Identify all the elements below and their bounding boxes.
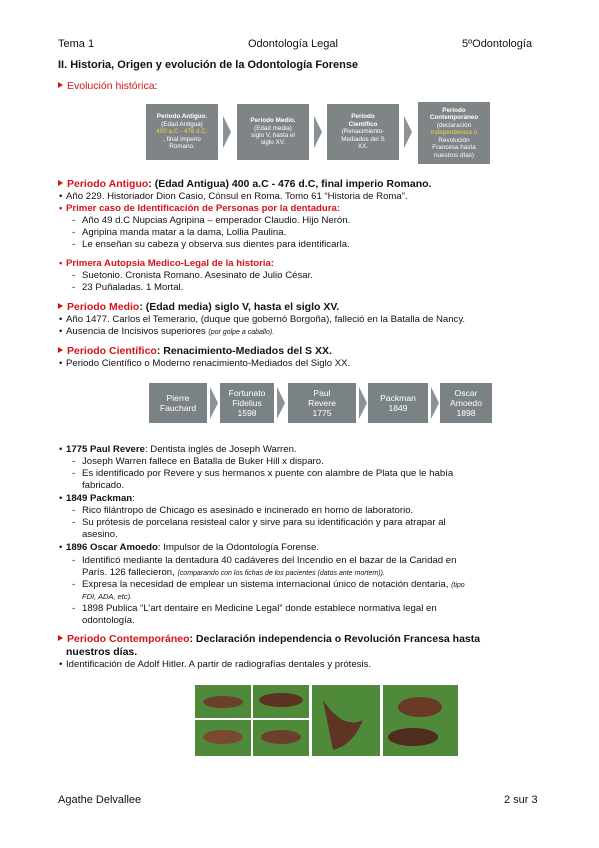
contemporaneo-heading: Periodo Contemporáneo: Declaración independencia o Revolución Francesa hasta <box>58 633 480 645</box>
list-subitem-cont: París. 126 fallecieron, (comparando con los fichas de los pacientes (datos ante mortem)). <box>82 567 385 578</box>
list-item: • Año 1477. Carlos el Temerario, (duque que gobernó Borgoña), falleció en la Batalla de Nancy. <box>66 314 465 326</box>
list-subitem: - Agripina manda matar a la dama, Lollia Paulina. <box>82 227 286 239</box>
arrow-right-icon <box>404 116 412 148</box>
footer-page: 2 sur 3 <box>504 794 538 806</box>
contemporaneo-heading-cont: nuestros días. <box>66 646 138 658</box>
triangle-bullet-icon <box>58 303 63 309</box>
triangle-bullet-icon <box>58 82 63 88</box>
cientifico-heading: Periodo Científico: Renacimiento-Mediados del S XX. <box>58 345 332 357</box>
period-box-medio: Periodo Medio. (Edad media) siglo V, hasta el siglo XV. <box>237 104 309 160</box>
timeline-box: Oscar Amoedo 1898 <box>440 383 492 423</box>
list-subitem-cont: fabricado. <box>82 480 125 491</box>
period-box-antiguo: Periodo Antiguo. (Edad Antigua) 400 a.C - 476 d.C. , final imperio Romano. <box>146 104 218 160</box>
period-box-cientifico: Periodo Científico (Renacimiento- Mediados del S XX. <box>327 104 399 160</box>
list-subitem-cont: odontología. <box>82 615 135 626</box>
list-subitem: - Suetonio. Cronista Romano. Asesinato de Julio César. <box>82 270 313 282</box>
list-item: • 1775 Paul Revere: Dentista inglés de Joseph Warren. <box>66 444 297 456</box>
arrow-right-icon <box>210 387 218 419</box>
list-subitem: - Identificó mediante la dentadura 40 cadáveres del Incendio en el bazar de la Caridad en <box>82 555 456 567</box>
list-subitem: - Le enseñan su cabeza y observa sus dientes para identificarla. <box>82 239 350 251</box>
list-item: • Ausencia de Incisivos superiores (por golpe a caballo). <box>66 326 274 339</box>
timeline-box: Pierre Fauchard <box>149 383 207 423</box>
timeline-box: Packman 1849 <box>368 383 428 423</box>
list-item: • Identificación de Adolf Hitler. A partir de radiografías dentales y prótesis. <box>66 659 371 671</box>
list-item: • 1896 Oscar Amoedo: Impulsor de la Odontología Forense. <box>66 542 319 554</box>
period-box-contemporaneo: Periodo Contemporáneo (declaración independencia o Revolución Francesa hasta nuestros días) <box>418 102 490 164</box>
header-right: 5ºOdontología <box>462 38 533 50</box>
medio-heading: Periodo Medio: (Edad media) siglo V, hasta el siglo XV. <box>58 301 339 313</box>
timeline-box: Fortunato Fidelius 1598 <box>220 383 274 423</box>
arrow-right-icon <box>314 116 322 148</box>
antiguo-heading: Periodo Antiguo: (Edad Antigua) 400 a.C - 476 d.C, final imperio Romano. <box>58 178 431 190</box>
list-subitem: - Joseph Warren fallece en Batalla de Buker Hill x disparo. <box>82 456 324 468</box>
list-subitem: - Rico filántropo de Chicago es asesinado e incinerado en horno de laboratorio. <box>82 505 413 517</box>
section-title: II. Historia, Origen y evolución de la Odontología Forense <box>58 59 359 71</box>
triangle-bullet-icon <box>58 635 63 641</box>
arrow-right-icon <box>223 116 231 148</box>
list-item: • Primera Autopsia Medico-Legal de la historia: <box>66 258 274 270</box>
list-item: • Año 229. Historiador Dion Casio, Cónsul en Roma. Tomo 61 “Historia de Roma”. <box>66 191 408 203</box>
list-subitem: - Su prótesis de porcelana resisteal calor y sirve para su identificación y para atrapar al <box>82 517 446 529</box>
list-item: • Periodo Científico o Moderno renacimiento-Mediados del Siglo XX. <box>66 358 350 370</box>
list-subitem-cont: FDI, ADA, etc). <box>82 592 133 601</box>
arrow-right-icon <box>431 387 439 419</box>
list-item: • Primer caso de Identificación de Personas por la dentadura: <box>66 203 340 215</box>
triangle-bullet-icon <box>58 180 63 186</box>
list-subitem: - Año 49 d.C Nupcias Agripina – emperador Claudio. Hijo Nerón. <box>82 215 350 227</box>
footer-author: Agathe Delvallee <box>58 794 142 806</box>
header-left: Tema 1 <box>58 38 95 50</box>
list-subitem: - 1898 Publica “L’art dentaire en Medicine Legal” donde establece normativa legal en <box>82 603 437 615</box>
list-subitem: - Expresa la necesidad de emplear un sistema internacional único de notación dentaria, (tipo <box>82 579 465 592</box>
arrow-right-icon <box>277 387 285 419</box>
header-center: Odontología Legal <box>248 38 338 50</box>
dentures-drawing <box>195 685 458 756</box>
list-subitem: - Es identificado por Revere y sus hermanos x puente con alambre de Plata que le había <box>82 468 453 480</box>
triangle-bullet-icon <box>58 347 63 353</box>
evolucion-heading: Evolución histórica: <box>58 80 157 92</box>
arrow-right-icon <box>359 387 367 419</box>
timeline-box: Paul Revere 1775 <box>288 383 356 423</box>
list-subitem-cont: asesino. <box>82 529 118 540</box>
list-item: • 1849 Packman: <box>66 493 135 505</box>
list-subitem: - 23 Puñaladas. 1 Mortal. <box>82 282 183 294</box>
